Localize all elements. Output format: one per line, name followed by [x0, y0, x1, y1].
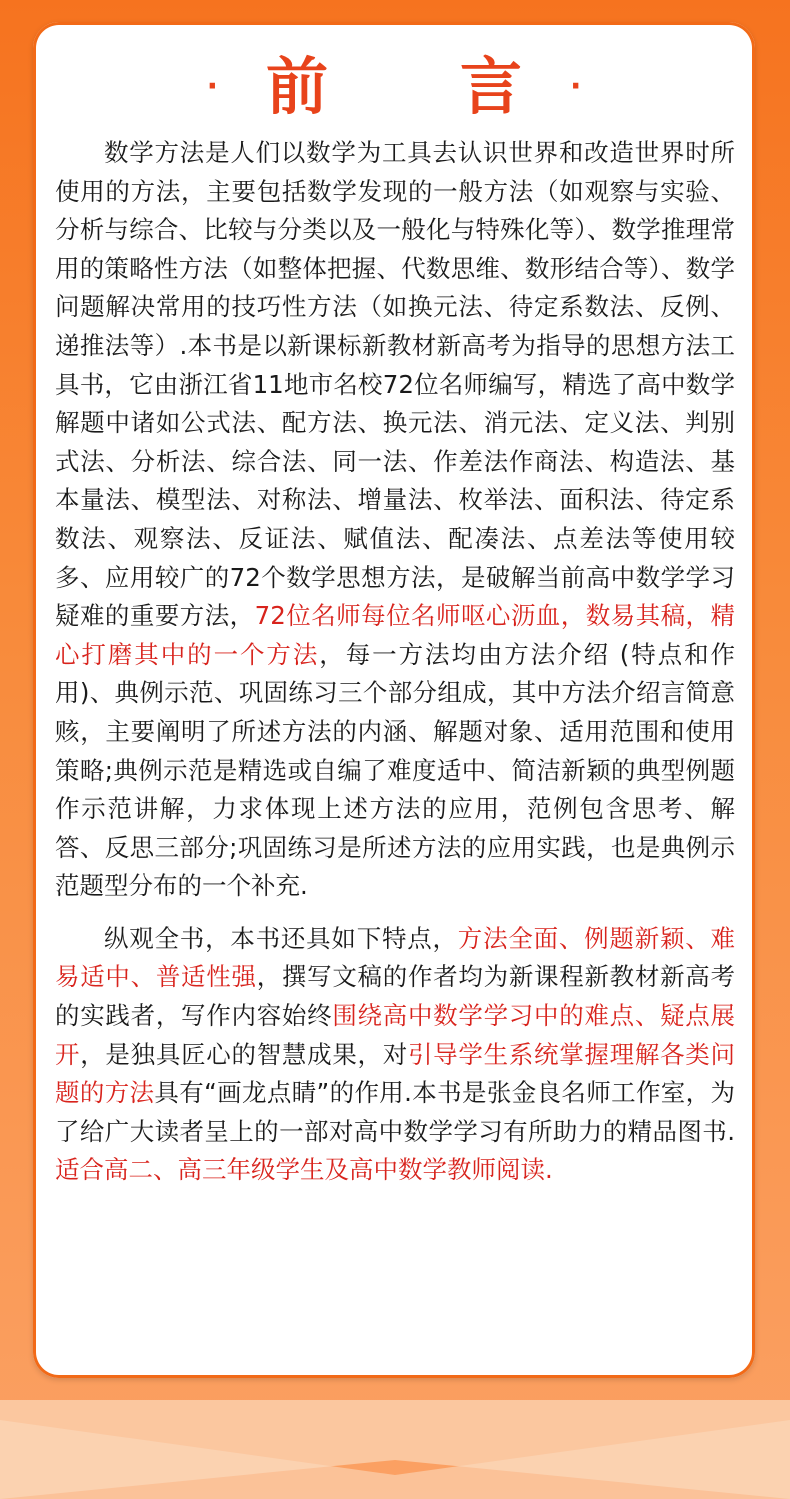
highlight-text-run: 围绕高中数学学习中的难点、疑点展开 — [55, 1001, 735, 1069]
highlight-text-run: 适合高二、高三年级学生及高中数学教师阅读. — [55, 1155, 553, 1185]
preface-body — [55, 134, 735, 1190]
bottom-chevron-decoration — [0, 1400, 790, 1499]
text-run: 数学方法是人们以数学为工具去认识世界和改造世界时所使用的方法，主要包括数学发现的一般方法（如观察与实验、分析与综合、比较与分类以及一般化与特殊化等）、数学推理常用的策略性方法（如整体把握、代数思维、数形结合等）、数学问题解决常用的技巧性方法（如换元法、待定系数法、反例、递推法等）.本书是以新课标新教材新高考为指导的思想方法工具书，它由浙江省11地市名校72位名师编写，精选了高中数学解题中诸如公式法、配方法、换元法、消元法、定义法、判别式法、分析法、综合法、同一法、作差法作商法、构造法、基本量法、模型法、对称法、增量法、枚举法、面积法、待定系数法、观察法、反证法、赋值法、配凑法、点差法等使用较多、应用较广的72个数学思想方法，是破解当前高中数学学习疑难的重要方法， — [55, 138, 735, 631]
text-run: 纵观全书，本书还具如下特点， — [104, 923, 458, 953]
text-run: 具有“画龙点睛”的作用.本书是张金良名师工作室，为了给广大读者呈上的一部对高中数学学习有所助力的精品图书. — [55, 1078, 736, 1146]
text-run: ，每一方法均由方法介绍 (特点和作用)、典例示范、巩固练习三个部分组成，其中方法介绍言简意赅，主要阐明了所述方法的内涵、解题对象、适用范围和使用策略;典例示范是精选或自编了难度适中、简洁新颖的典型例题作示范讲解，力求体现上述方法的应用，范例包含思考、解答、反思三部分;巩固练习是所述方法的应用实践，也是典例示范题型分布的一个补充. — [55, 639, 735, 901]
preface-card — [33, 22, 755, 1378]
paragraph-2 — [55, 920, 735, 1190]
title-dot-left: · — [206, 69, 218, 104]
preface-title — [33, 42, 755, 132]
text-run: ，撰写文稿的作者均为新课程新教材新高考的实践者，写作内容始终 — [55, 962, 736, 1031]
text-run: ，是独具匠心的智慧成果，对 — [80, 1039, 408, 1069]
title-char-1: 前 — [265, 50, 328, 123]
title-char-2: 言 — [460, 50, 523, 123]
highlight-text-run: 72位名师每位名师呕心沥血，数易其稿，精心打磨其中的一个方法 — [55, 601, 735, 669]
highlight-text-run: 引导学生系统掌握理解各类问题的方法 — [55, 1039, 736, 1108]
highlight-text-run: 方法全面、例题新颖、难易适中、普适性强 — [55, 923, 736, 992]
paragraph-1 — [55, 134, 735, 906]
title-dot-right: · — [570, 69, 582, 104]
